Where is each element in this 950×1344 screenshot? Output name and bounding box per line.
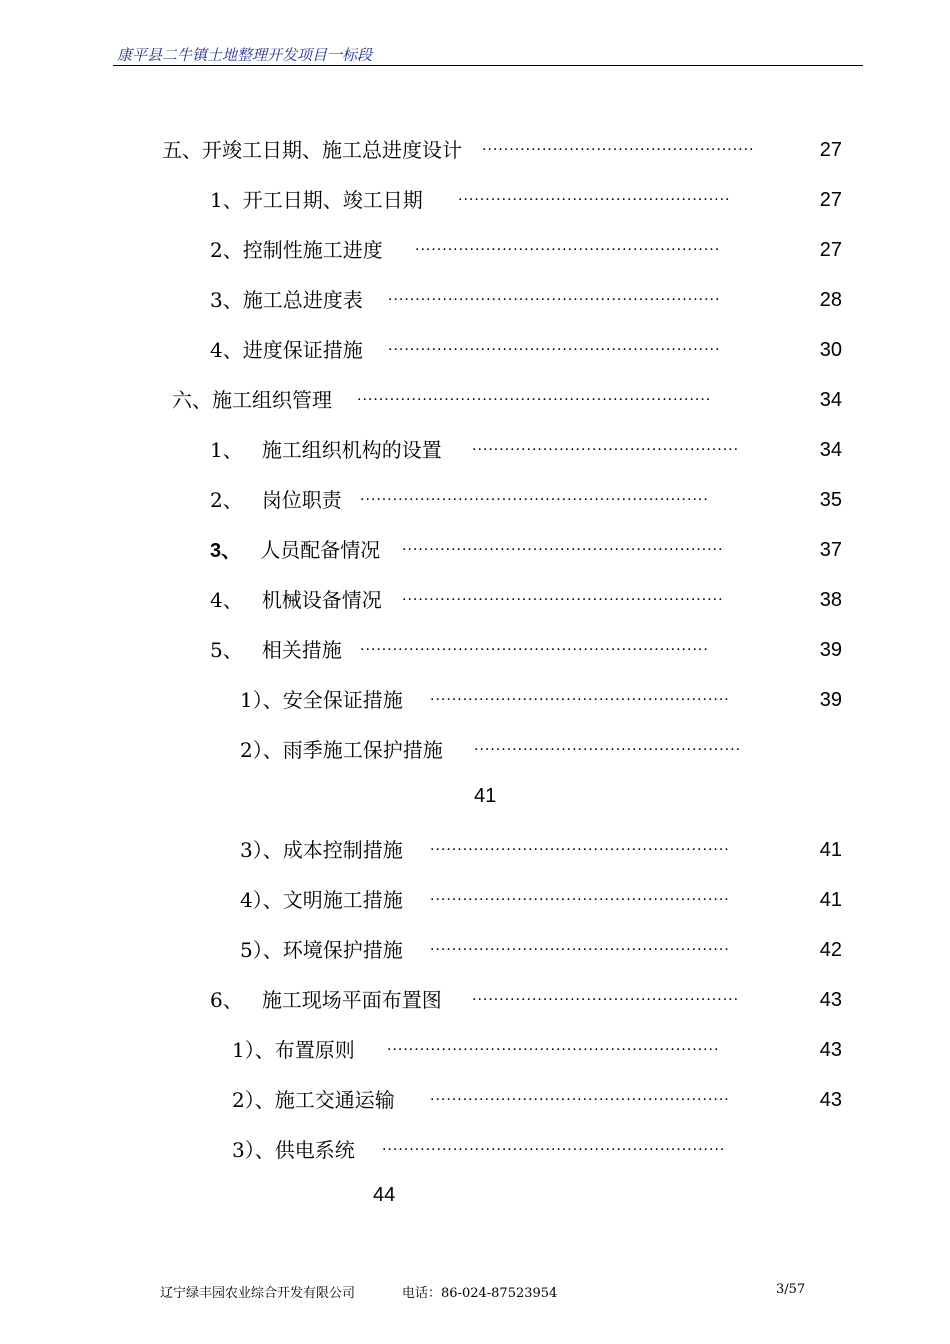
toc-entry-text: 4、 机械设备情况 [210, 585, 386, 615]
toc-leader: ··························································· [402, 542, 724, 558]
toc-entry[interactable] [172, 385, 842, 415]
toc-leader: ····························································· [388, 342, 721, 358]
toc-leader: ························································ [415, 242, 721, 258]
toc-entry[interactable] [210, 435, 842, 465]
toc-entry-text: 3、 人员配备情况 [210, 535, 384, 565]
toc-entry-page: 38 [818, 585, 842, 615]
toc-entry[interactable] [232, 1035, 842, 1065]
toc-entry[interactable] [210, 485, 842, 515]
toc-leader: ································································· [357, 392, 712, 408]
toc-entry-page: 41 [818, 885, 842, 915]
toc-entry-text: 1、 施工组织机构的设置 [210, 435, 446, 465]
toc-entry-text: 2、 岗位职责 [210, 485, 346, 515]
toc-leader: ······················································· [430, 892, 730, 908]
toc-entry-text: 3）、供电系统 [232, 1135, 359, 1165]
toc-leader: ······················································· [430, 842, 730, 858]
toc-leader: ················································· [472, 442, 740, 458]
toc-entry-page: 39 [818, 635, 842, 665]
toc-entry-page: 34 [818, 385, 842, 415]
toc-entry-page: 27 [818, 135, 842, 165]
toc-leader: ································································ [360, 492, 709, 508]
toc-entry-text: 2）、施工交通运输 [232, 1085, 399, 1115]
toc-entry[interactable] [232, 1135, 842, 1165]
toc-entry[interactable] [210, 985, 842, 1015]
toc-entry[interactable] [210, 235, 842, 265]
toc-entry-text: 五、开竣工日期、施工总进度设计 [162, 135, 466, 165]
toc-entry[interactable] [240, 685, 842, 715]
toc-leader: ······················································· [430, 1092, 730, 1108]
toc-leader: ······················································· [430, 942, 730, 958]
toc-entry-text: 六、施工组织管理 [172, 385, 336, 415]
toc-entry-text: 2、控制性施工进度 [210, 235, 387, 265]
footer-phone: 电话：86-024-87523954 [402, 1286, 558, 1301]
toc-entry[interactable] [210, 635, 842, 665]
toc-leader: ················································· [474, 742, 742, 758]
toc-entry-page: 39 [818, 685, 842, 715]
toc-entry-page: 43 [818, 1035, 842, 1065]
toc-entry-page: 34 [818, 435, 842, 465]
toc-entry-text: 5、 相关措施 [210, 635, 346, 665]
toc-leader: ·················································· [482, 142, 755, 158]
toc-leader: ····························································· [388, 292, 721, 308]
toc-entry[interactable] [240, 935, 842, 965]
toc-entry[interactable] [162, 135, 842, 165]
toc-leader: ································································ [360, 642, 709, 658]
header-rule [113, 65, 863, 66]
toc-entry-text: 1）、布置原则 [232, 1035, 359, 1065]
header-title: 康平县二牛镇土地整理开发项目一标段 [117, 46, 373, 64]
toc-entry-page: 42 [818, 935, 842, 965]
toc-leader: ······················································· [430, 692, 730, 708]
toc-entry[interactable] [240, 885, 842, 915]
toc-entry[interactable] [232, 1085, 842, 1115]
toc-entry-page: 41 [818, 835, 842, 865]
toc-entry-page: 43 [818, 985, 842, 1015]
toc-leader: ·················································· [458, 192, 731, 208]
toc-entry-text: 3、施工总进度表 [210, 285, 367, 315]
toc-entry-text: 4）、文明施工措施 [240, 885, 407, 915]
toc-entry-page: 37 [818, 535, 842, 565]
toc-entry[interactable] [210, 535, 842, 565]
toc-entry-page: 30 [818, 335, 842, 365]
toc-entry-text: 2）、雨季施工保护措施 [240, 735, 447, 765]
toc-entry-text: 4、进度保证措施 [210, 335, 367, 365]
toc-entry-page: 27 [818, 185, 842, 215]
toc-entry[interactable] [210, 185, 842, 215]
toc-entry-page: 43 [818, 1085, 842, 1115]
toc-entry-page: 27 [818, 235, 842, 265]
footer-page-number: 3/57 [776, 1282, 806, 1297]
toc-entry-page: 41 [474, 785, 497, 807]
toc-entry-text: 1）、安全保证措施 [240, 685, 407, 715]
toc-entry-text: 1、开工日期、竣工日期 [210, 185, 427, 215]
toc-entry-text: 5）、环境保护措施 [240, 935, 407, 965]
toc-entry-page: 44 [373, 1184, 396, 1206]
toc-leader: ················································· [472, 992, 740, 1008]
toc-leader: ····························································· [387, 1042, 720, 1058]
toc-entry[interactable] [210, 335, 842, 365]
toc-entry[interactable] [210, 285, 842, 315]
toc-entry[interactable] [240, 835, 842, 865]
toc-entry[interactable] [210, 585, 842, 615]
toc-entry-text: 6、 施工现场平面布置图 [210, 985, 446, 1015]
toc-entry-page: 28 [818, 285, 842, 315]
toc-entry-page: 35 [818, 485, 842, 515]
toc-leader: ··························································· [402, 592, 724, 608]
toc-entry[interactable] [240, 735, 842, 765]
footer-company: 辽宁绿丰园农业综合开发有限公司 [160, 1286, 356, 1301]
toc-entry-text: 3）、成本控制措施 [240, 835, 407, 865]
toc-leader: ······························································· [382, 1142, 726, 1158]
